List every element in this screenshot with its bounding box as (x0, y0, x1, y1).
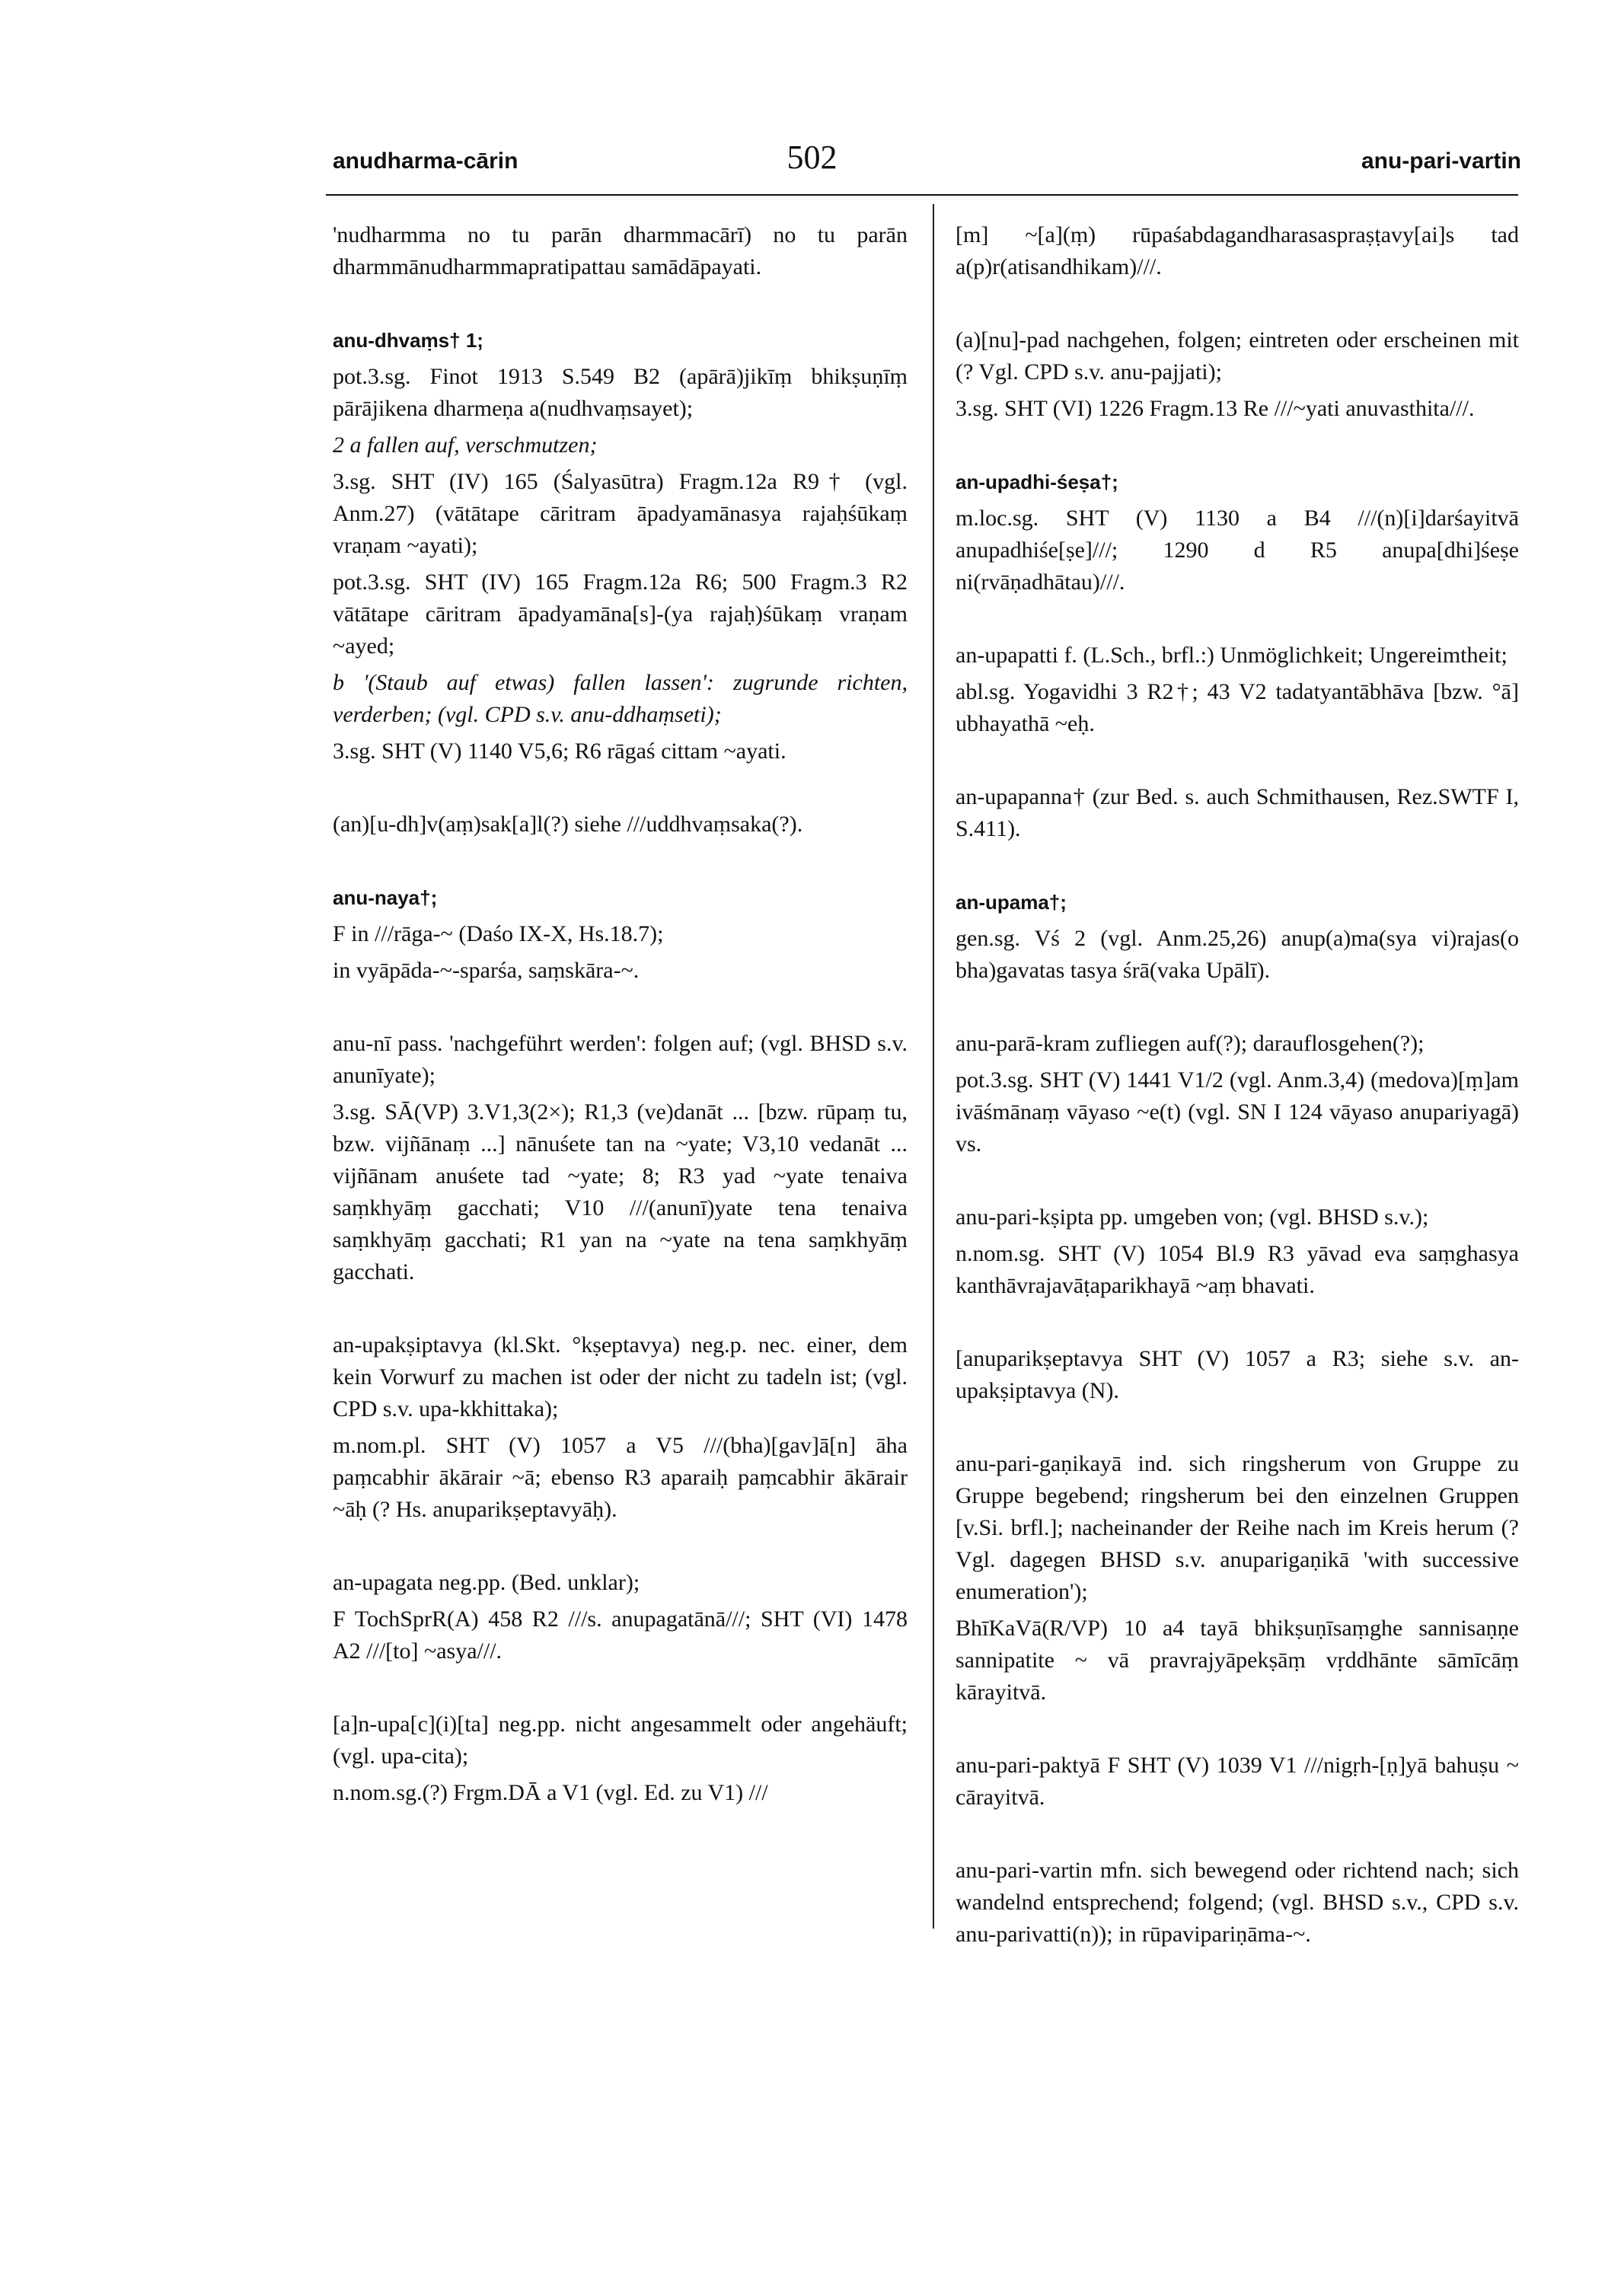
entry-line: [anuparikṣeptavya SHT (V) 1057 a R3; siehe s.v. an-upakṣiptavya (N). (956, 1346, 1519, 1403)
entry-line: m.nom.pl. SHT (V) 1057 a V5 ///(bha)[gav]ā[n] āha paṃcabhir ākārair ~ā; ebenso R3 aparaiḥ paṃcabhir ākārair ~āḥ (? Hs. anuparikṣeptavyāḥ). (333, 1433, 908, 1522)
entry-line: 3.sg. SHT (IV) 165 (Śalyasūtra) Fragm.12a R9† (vgl. Anm.27) (vātātape cāritram āpadyamānasya rajaḥśūkaṃ vraṇam ~ayati); (333, 469, 908, 558)
entry-line: anu-pari-vartin mfn. sich bewegend oder richtend nach; sich wandelnd entsprechend; folgend; (vgl. BHSD s.v., CPD s.v. anu-parivatti(n)); in rūpavipariṇāma-~. (956, 1858, 1519, 1947)
entry-line: [m] ~[a](ṃ) rūpaśabdagandharasaspraṣṭavy[ai]s tad a(p)r(atisandhikam)///. (956, 222, 1519, 279)
entry-line: anu-pari-paktyā F SHT (V) 1039 V1 ///nigṛh-[ṇ]yā bahuṣu ~ cārayitvā. (956, 1753, 1519, 1810)
entry-continuation (956, 219, 1519, 283)
entry-line: BhīKaVā(R/VP) 10 a4 tayā bhikṣuṇīsaṃghe sannisaṇṇe sannipatite ~ vā pravrajyāpekṣāṃ vṛddhānte sāmīcāṃ kārayitvā. (956, 1616, 1519, 1705)
entry-headword: anu-dhvaṃs† 1; (333, 329, 483, 352)
page-header (0, 139, 1624, 194)
entry-anu-dhvamsakala (333, 809, 908, 841)
entry-anu-naya (333, 882, 908, 987)
entry-line: 3.sg. SHT (VI) 1226 Fragm.13 Re ///~yati anuvasthita///. (956, 396, 1475, 421)
entry-headword: anu-naya†; (333, 886, 438, 909)
entry-line: F in ///rāga-~ (Daśo IX-X, Hs.18.7); (333, 921, 664, 946)
entry-anu-pari-ganika (956, 1448, 1519, 1709)
entry-line: n.nom.sg.(?) Frgm.DĀ a V1 (vgl. Ed. zu V1) /// (333, 1780, 768, 1805)
entry-an-upaksiptavya (333, 1329, 908, 1526)
entry-an-upama (956, 886, 1519, 987)
entry-an-upapatti (956, 640, 1519, 740)
entry-line: in vyāpāda-~-sparśa, saṃskāra-~. (333, 958, 640, 983)
left-column (333, 219, 908, 1850)
entry-line: an-upapanna† (zur Bed. s. auch Schmithausen, Rez.SWTF I, S.411). (956, 784, 1519, 841)
entry-line: anu-nī pass. 'nachgeführt werden': folgen auf; (vgl. BHSD s.v. anunīyate); (333, 1031, 908, 1088)
entry-line: b '(Staub auf etwas) fallen lassen': zugrunde richten, verderben; (vgl. CPD s.v. anu-ddhaṃseti); (333, 670, 908, 727)
header-rule (326, 194, 1518, 196)
entry-line: abl.sg. Yogavidhi 3 R2†; 43 V2 tadatyantābhāva [bzw. °ā] ubhayathā ~eḥ. (956, 679, 1519, 736)
entry-anu-pad (956, 324, 1519, 425)
entry-continuation (333, 219, 908, 283)
entry-headword: an-upama†; (956, 891, 1067, 914)
entry-line: pot.3.sg. SHT (IV) 165 Fragm.12a R6; 500 Fragm.3 R2 vātātape cāritram āpadyamāna[s]-(ya rajaḥ)śūkaṃ vraṇam ~ayed; (333, 570, 908, 659)
entry-anu-pari-vartin (956, 1855, 1519, 1951)
entry-an-upapanna (956, 781, 1519, 845)
entry-anu-dhvams (333, 324, 908, 767)
entry-line: n.nom.sg. SHT (V) 1054 Bl.9 R3 yāvad eva saṃghasya kanthāvrajavāṭaparikhayā ~aṃ bhavati. (956, 1241, 1519, 1298)
entry-line: 'nudharmma no tu parān dharmmacārī) no tu parān dharmmānudharmmapratipattau samādāpayati. (333, 222, 908, 279)
entry-anu-pari-paktya (956, 1750, 1519, 1814)
entry-line: pot.3.sg. Finot 1913 S.549 B2 (apārā)jikīṃ bhikṣuṇīṃ pārājikena dharmeṇa a(nudhvaṃsayet); (333, 364, 908, 421)
entry-line: gen.sg. Vś 2 (vgl. Anm.25,26) anup(a)ma(sya vi)rajas(o bha)gavatas tasya śrā(vaka Upālī). (956, 926, 1519, 983)
entry-anu-para-kram (956, 1028, 1519, 1160)
page-number: 502 (786, 139, 838, 176)
entry-line: anu-parā-kram zufliegen auf(?); darauflosgehen(?); (956, 1031, 1425, 1056)
entry-line: an-upapatti f. (L.Sch., brfl.:) Unmöglichkeit; Ungereimtheit; (956, 643, 1508, 668)
entry-headword: an-upadhi-śeṣa†; (956, 471, 1118, 493)
column-divider (933, 204, 934, 1929)
entry-line: an-upakṣiptavya (kl.Skt. °kṣeptavya) neg.p. nec. einer, dem kein Vorwurf zu machen ist oder der nicht zu tadeln ist; (vgl. CPD s.v. upa-kkhittaka); (333, 1332, 908, 1421)
entry-an-upacita (333, 1709, 908, 1809)
header-left-guideword: anudharma-cārin (333, 148, 518, 174)
entry-anu-ni (333, 1028, 908, 1288)
entry-line: 3.sg. SĀ(VP) 3.V1,3(2×); R1,3 (ve)danāt ... [bzw. rūpaṃ tu, bzw. vijñānaṃ ...] nānuśete tan na ~yate; V3,10 vedanāt ... vijñānam anuśete tad ~yate; 8; R3 yad ~yate tenaiva saṃkhyāṃ gacchati; V10 ///(anunī)yate tena tenaiva saṃkhyāṃ gacchati; R1 yan na ~yate na tena saṃkhyāṃ gacchati. (333, 1099, 908, 1284)
entry-anu-pari-ksipta (956, 1201, 1519, 1302)
right-column (956, 219, 1519, 1992)
entry-line: (an)[u-dh]v(aṃ)sak[a]l(?) siehe ///uddhvaṃsaka(?). (333, 812, 803, 837)
entry-line: [a]n-upa[c](i)[ta] neg.pp. nicht angesammelt oder angehäuft; (vgl. upa-cita); (333, 1712, 908, 1769)
entry-line: pot.3.sg. SHT (V) 1441 V1/2 (vgl. Anm.3,4) (medova)[ṃ]am ivāśmānaṃ vāyaso ~e(t) (vgl. SN I 124 vāyaso anupariyagā) vs. (956, 1067, 1519, 1157)
entry-line: anu-pari-gaṇikayā ind. sich ringsherum von Gruppe zu Gruppe begebend; ringsherum bei den einzelnen Gruppen [v.Si. brfl.]; nacheinander der Reihe nach im Kreis herum (? Vgl. dagegen BHSD s.v. anuparigaṇikā 'with successive enumeration'); (956, 1451, 1519, 1604)
entry-line: 2 a fallen auf, verschmutzen; (333, 432, 598, 458)
entry-line: (a)[nu]-pad nachgehen, folgen; eintreten oder erscheinen mit (? Vgl. CPD s.v. anu-pajjati); (956, 327, 1519, 384)
entry-line: 3.sg. SHT (V) 1140 V5,6; R6 rāgaś cittam ~ayati. (333, 739, 786, 764)
entry-anupariksep (956, 1343, 1519, 1407)
entry-line: anu-pari-kṣipta pp. umgeben von; (vgl. BHSD s.v.); (956, 1204, 1429, 1230)
entry-an-upadhi-sesa (956, 466, 1519, 598)
entry-line: m.loc.sg. SHT (V) 1130 a B4 ///(n)[i]darśayitvā anupadhiśe[ṣe]///; 1290 d R5 anupa[dhi]śeṣe ni(rvāṇadhātau)///. (956, 506, 1519, 595)
entry-line: F TochSprR(A) 458 R2 ///s. anupagatānā///; SHT (VI) 1478 A2 ///[to] ~asya///. (333, 1606, 908, 1664)
entry-line: an-upagata neg.pp. (Bed. unklar); (333, 1570, 640, 1595)
header-right-guideword: anu-pari-vartin (1361, 148, 1521, 174)
entry-an-upagata (333, 1567, 908, 1667)
